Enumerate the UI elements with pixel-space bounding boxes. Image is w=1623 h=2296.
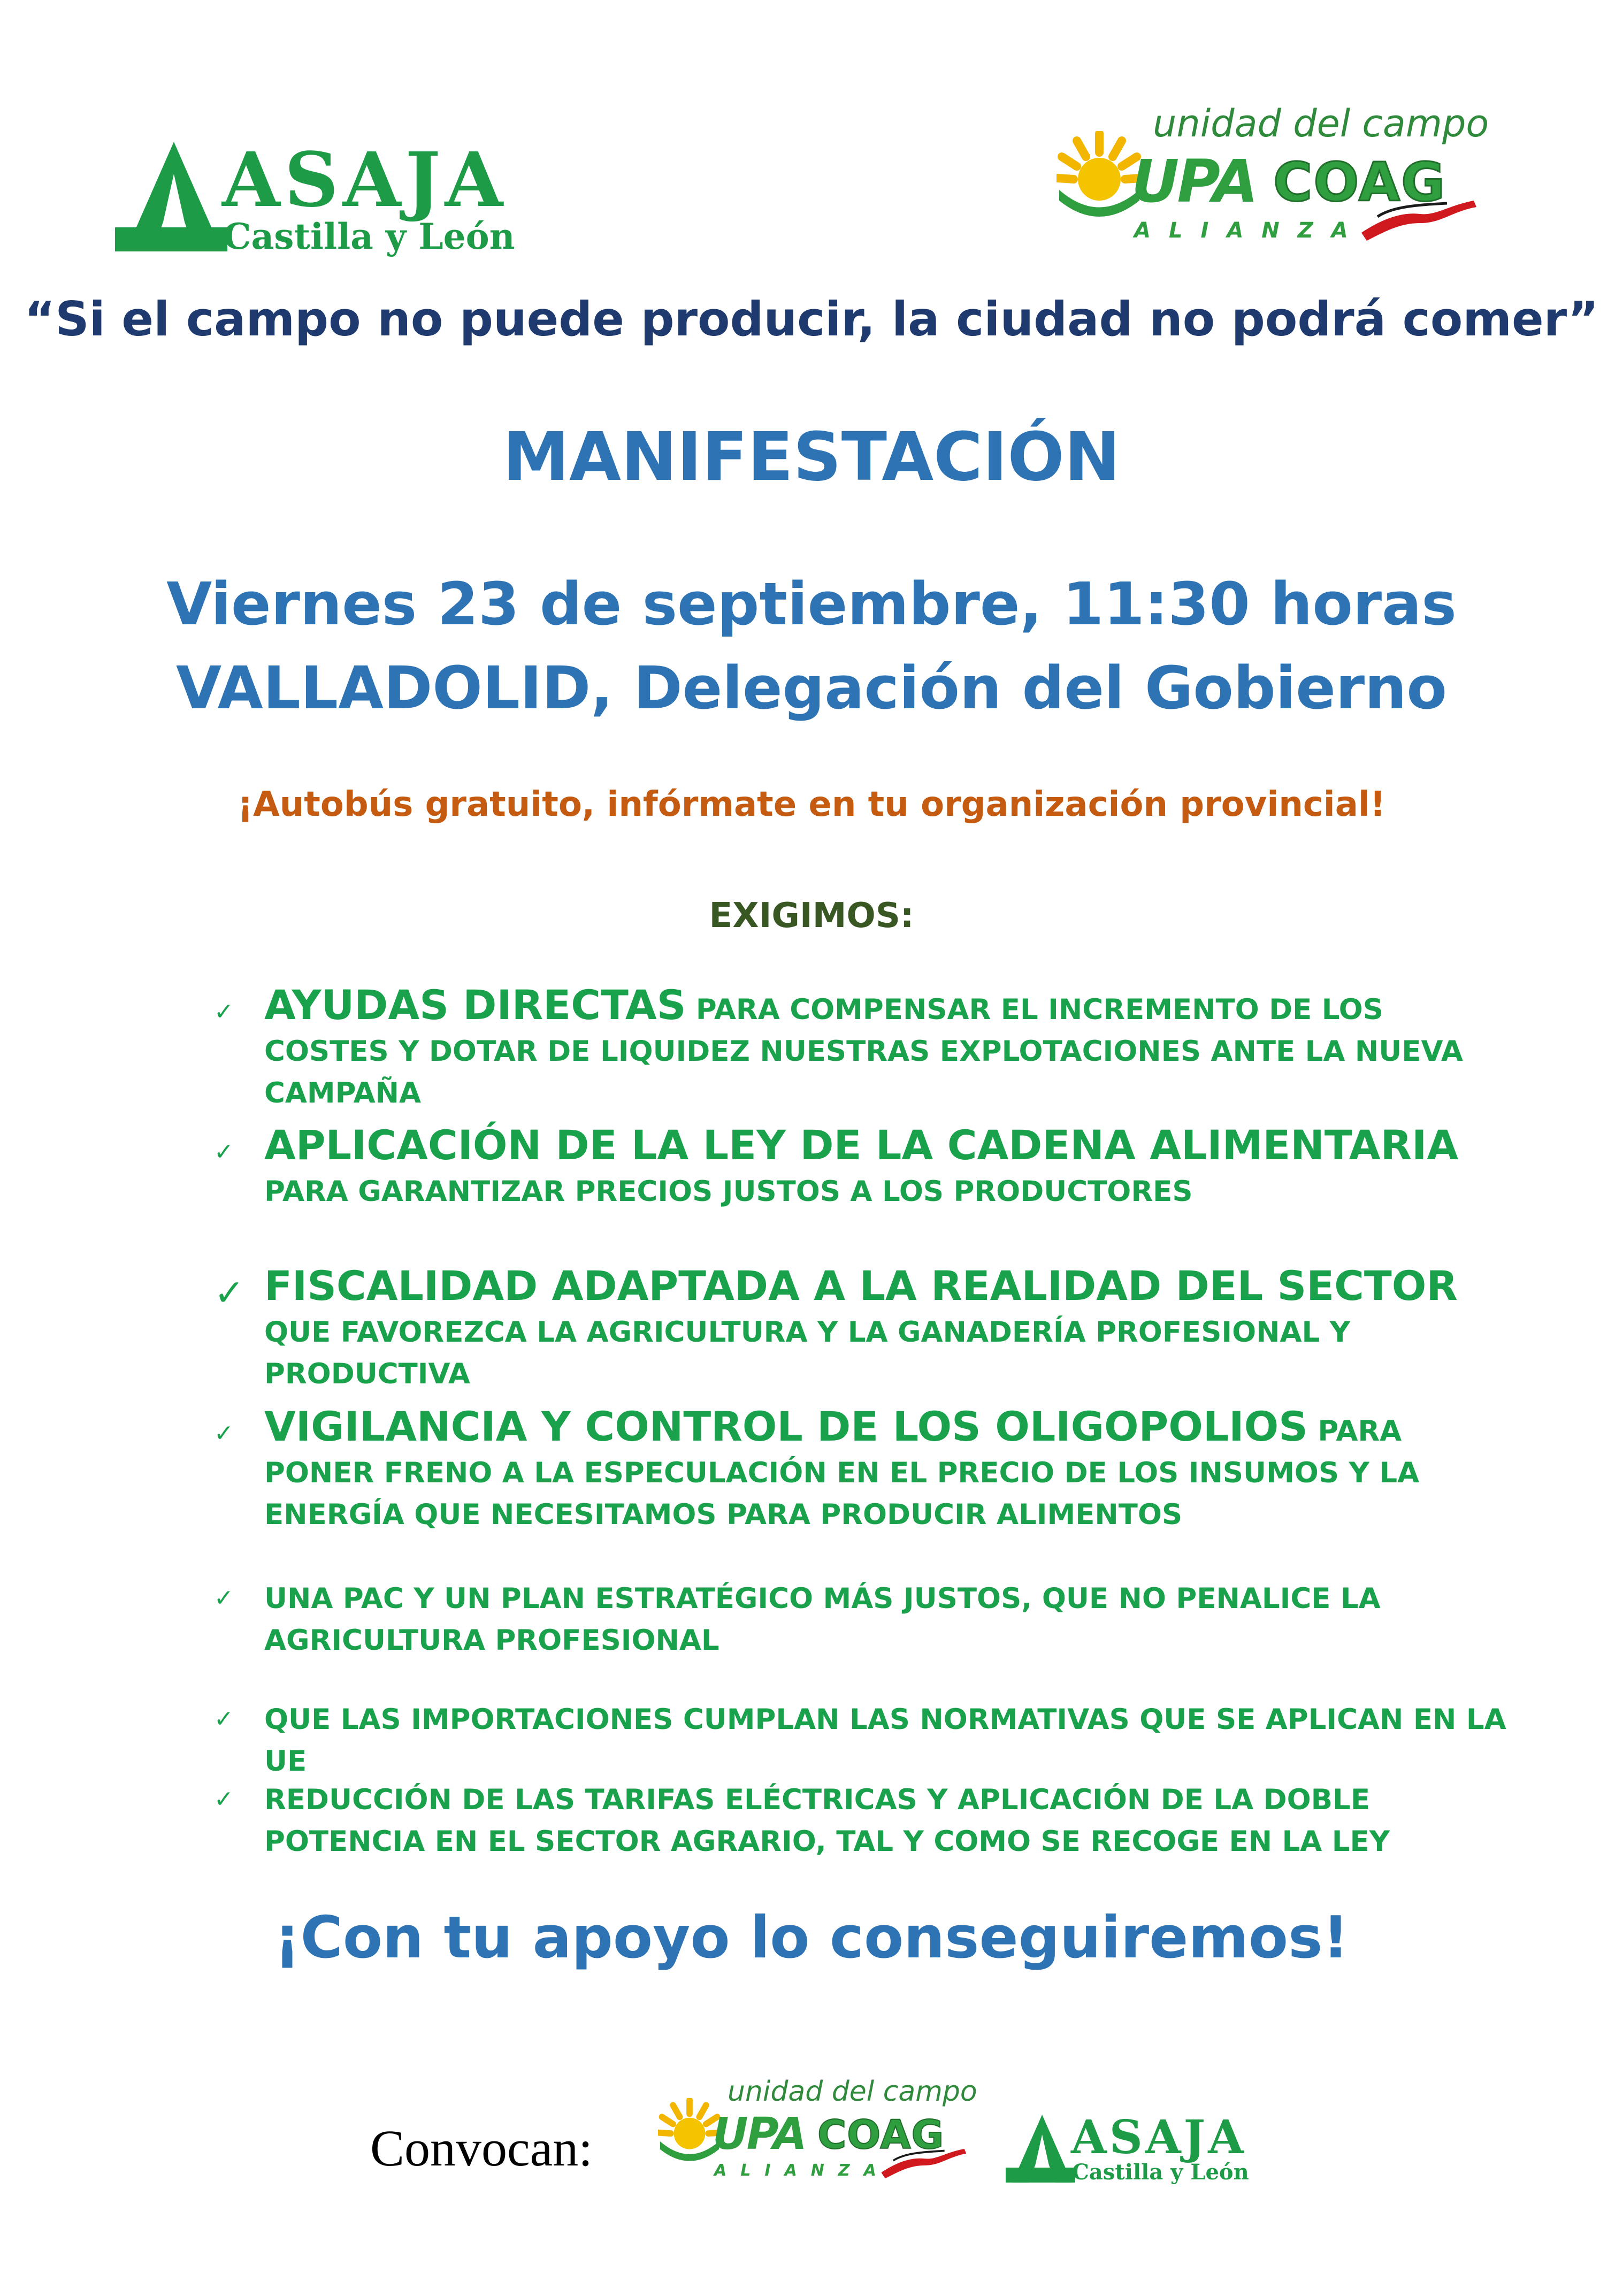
demand-item xyxy=(264,1779,1511,1863)
asaja-logo-region: Castilla y León xyxy=(1072,2160,1249,2185)
asaja-logo-name: ASAJA xyxy=(1071,2110,1246,2164)
convocan-label: Convocan: xyxy=(370,2119,593,2177)
demand-text: UNA PAC Y UN PLAN ESTRATÉGICO MÁS JUSTOS, QUE NO PENALICE LA AGRICULTURA PROFESIONAL xyxy=(264,1582,1381,1657)
upa-logo-coag: COAG xyxy=(817,2112,945,2158)
checkmark-icon: ✓ xyxy=(214,1705,234,1733)
upa-logo-alliance: ALIANZA xyxy=(714,2161,890,2180)
sun-icon xyxy=(658,2098,721,2165)
demand-text: PARA PONER FRENO A LA ESPECULACIÓN EN EL PRECIO DE LOS INSUMOS Y LA ENERGÍA QUE NECESITAMOS PARA PRODUCIR ALIMENTOS xyxy=(264,1415,1420,1531)
bus-notice: ¡Autobús gratuito, infórmate en tu organización provincial! xyxy=(237,785,1386,824)
asaja-logo-footer xyxy=(1006,2110,1284,2191)
signature-swash-icon xyxy=(877,2141,968,2180)
upa-logo-tagline: unidad del campo xyxy=(728,2076,977,2108)
demand-item xyxy=(264,1262,1511,1395)
checkmark-icon: ✓ xyxy=(214,1585,234,1612)
checkmark-icon: ✓ xyxy=(214,1272,244,1314)
upa-coag-logo-top xyxy=(1057,102,1517,257)
demand-text: REDUCCIÓN DE LAS TARIFAS ELÉCTRICAS Y APLICACIÓN DE LA DOBLE POTENCIA EN EL SECTOR AGRARIO, TAL Y COMO SE RECOGE EN LA LEY xyxy=(264,1784,1390,1858)
page-title: MANIFESTACIÓN xyxy=(502,418,1121,496)
demand-text: PARA COMPENSAR EL INCREMENTO DE LOS COSTES Y DOTAR DE LIQUIDEZ NUESTRAS EXPLOTACIONES ANTE LA NUEVA CAMPAÑA xyxy=(264,993,1463,1109)
demands-heading: EXIGIMOS: xyxy=(709,896,914,936)
event-place: VALLADOLID, Delegación del Gobierno xyxy=(175,654,1447,722)
event-datetime: Viernes 23 de septiembre, 11:30 horas xyxy=(166,570,1457,638)
sun-icon xyxy=(1057,131,1142,222)
asaja-emblem-icon xyxy=(1006,2115,1075,2184)
asaja-logo-top xyxy=(115,136,543,259)
demand-item xyxy=(264,1699,1511,1782)
demand-highlight: AYUDAS DIRECTAS xyxy=(264,981,686,1029)
upa-logo-upa: UPA xyxy=(1131,147,1256,216)
checkmark-icon: ✓ xyxy=(214,1138,234,1166)
demand-item xyxy=(264,1578,1511,1662)
demand-item xyxy=(264,1121,1511,1213)
demand-text: PARA GARANTIZAR PRECIOS JUSTOS A LOS PRODUCTORES xyxy=(264,1175,1193,1208)
upa-logo-tagline: unidad del campo xyxy=(1153,102,1489,146)
upa-logo-upa: UPA xyxy=(713,2109,806,2160)
demand-item xyxy=(264,1403,1511,1536)
checkmark-icon: ✓ xyxy=(214,1420,234,1447)
upa-logo-coag: COAG xyxy=(1273,151,1446,213)
closing-slogan: ¡Con tu apoyo lo conseguiremos! xyxy=(274,1904,1349,1971)
signature-swash-icon xyxy=(1356,190,1479,243)
checkmark-icon: ✓ xyxy=(214,1786,234,1813)
demand-highlight: APLICACIÓN DE LA LEY DE LA CADENA ALIMENTARIA xyxy=(264,1121,1459,1169)
demand-text: QUE FAVOREZCA LA AGRICULTURA Y LA GANADERÍA PROFESIONAL Y PRODUCTIVA xyxy=(264,1316,1351,1390)
demand-text: QUE LAS IMPORTACIONES CUMPLAN LAS NORMATIVAS QUE SE APLICAN EN LA UE xyxy=(264,1703,1506,1778)
demand-highlight: VIGILANCIA Y CONTROL DE LOS OLIGOPOLIOS xyxy=(264,1403,1308,1450)
upa-coag-logo-footer xyxy=(658,2076,995,2199)
asaja-logo-name: ASAJA xyxy=(222,136,508,224)
upa-logo-alliance: ALIANZA xyxy=(1134,218,1366,243)
slogan-quote: “Si el campo no puede producir, la ciudad no podrá comer” xyxy=(24,292,1599,347)
checkmark-icon: ✓ xyxy=(214,998,234,1025)
demand-item xyxy=(264,981,1511,1114)
asaja-logo-region: Castilla y León xyxy=(223,216,515,257)
asaja-emblem-icon xyxy=(115,142,227,254)
demand-highlight: FISCALIDAD ADAPTADA A LA REALIDAD DEL SECTOR xyxy=(264,1262,1458,1310)
